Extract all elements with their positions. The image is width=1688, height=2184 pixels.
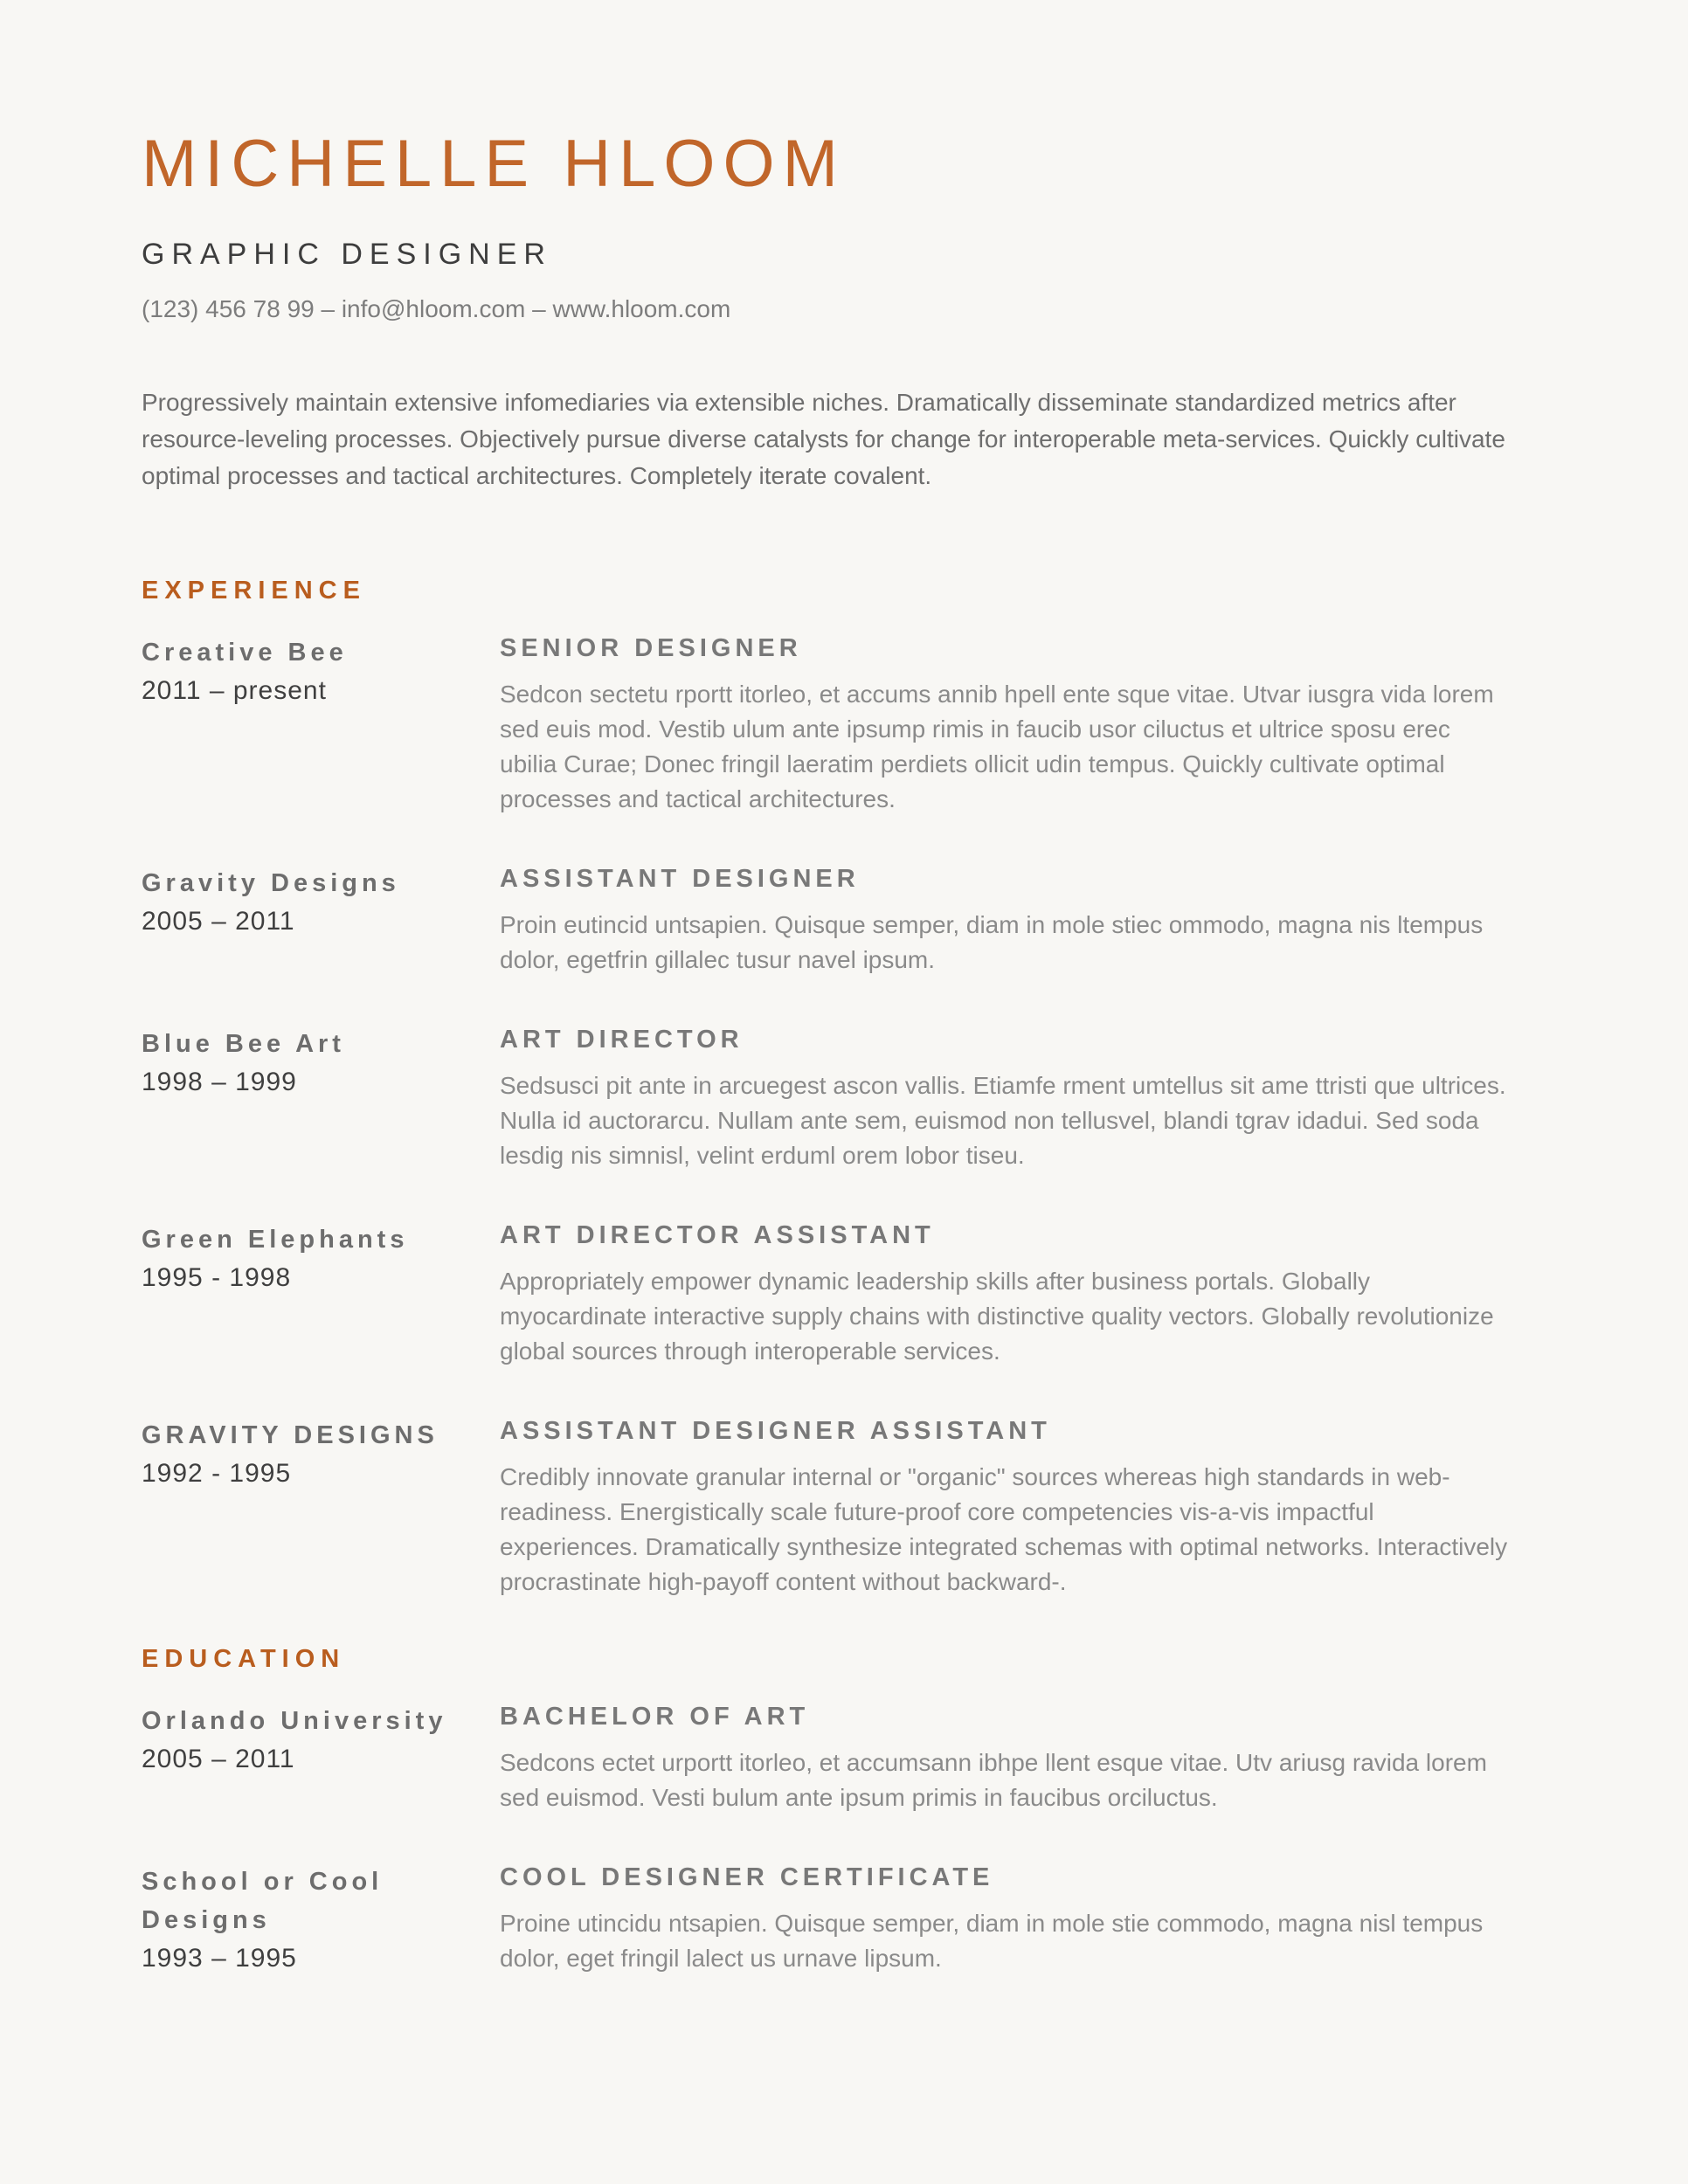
role-title: ART DIRECTOR ASSISTANT — [500, 1221, 935, 1249]
entry-left-column — [142, 1220, 500, 1297]
company-name: GRAVITY DESIGNS — [142, 1421, 439, 1449]
entry-right-column — [500, 864, 1548, 978]
degree-description: Sedcons ectet urportt itorleo, et accumsann ibhpe llent esque vitae. Utv ariusg ravida lorem sed euismod. Vesti bulum ante ipsum primis in faucibus orciluctus. — [500, 1749, 1487, 1811]
entry-right-column — [500, 1220, 1548, 1369]
entry-left-column — [142, 1025, 500, 1102]
education-entry — [142, 1863, 1548, 1978]
degree-title: BACHELOR OF ART — [500, 1703, 810, 1731]
education-section-heading: EDUCATION — [142, 1645, 346, 1673]
experience-entry — [142, 1416, 1548, 1600]
role-description: Appropriately empower dynamic leadership skills after business portals. Globally myocardinate interactive supply chains with distinctive quality vectors. Globally revolutionize global sources through interoperable services. — [500, 1268, 1494, 1365]
entry-right-column — [500, 1863, 1548, 1976]
experience-section-heading: EXPERIENCE — [142, 577, 366, 605]
role-title: ART DIRECTOR — [500, 1026, 744, 1054]
role-description: Sedsusci pit ante in arcuegest ascon vallis. Etiamfe rment umtellus sit ame ttristi que ultrices. Nulla id auctorarcu. Nullam ante sem, euismod non tellusvel, blandi tgrav idadui. Sed soda lesdig nis simnisl, velint erduml orem lobor tiseu. — [500, 1072, 1506, 1169]
company-name: Blue Bee Art — [142, 1030, 345, 1058]
entry-left-column — [142, 1863, 500, 1978]
role-description: Sedcon sectetu rportt itorleo, et accums annib hpell ente sque vitae. Utvar iusgra vida lorem sed euis mod. Vestib ulum ante ipsump rimis in faucib usor ciluctus et ultrice sposu erec ubilia Curae; Donec fringil laeratim perdiets ollicit udin tempus. Quickly cultivate optimal processes and tactical architectures. — [500, 681, 1494, 812]
experience-entry — [142, 1220, 1548, 1369]
date-range: 2005 – 2011 — [142, 907, 295, 936]
company-name: Green Elephants — [142, 1226, 409, 1254]
company-name: Gravity Designs — [142, 869, 400, 897]
experience-entry — [142, 1025, 1548, 1173]
entry-right-column — [500, 633, 1548, 817]
role-description: Credibly innovate granular internal or "organic" sources whereas high standards in web-readiness. Energistically scale future-proof core competencies vis-a-vis impactful experiences. Dramatically synthesize integrated schemas with optimal networks. Interactively procrastinate high-payoff content without backward-. — [500, 1463, 1508, 1595]
person-name: MICHELLE HLOOM — [142, 127, 846, 201]
degree-title: COOL DESIGNER CERTIFICATE — [500, 1863, 994, 1891]
role-description: Proin eutincid untsapien. Quisque semper, diam in mole stiec ommodo, magna nis ltempus dolor, egetfrin gillalec tusur navel ipsum. — [500, 911, 1484, 973]
date-range: 1998 – 1999 — [142, 1068, 297, 1096]
person-job-title: GRAPHIC DESIGNER — [142, 238, 552, 271]
summary-paragraph: Progressively maintain extensive infomediaries via extensible niches. Dramatically disseminate standardized metrics after resource-leveling processes. Objectively pursue diverse catalysts for change for interoperable meta-services. Quickly cultivate optimal processes and tactical architectures. Completely iterate covalent. — [142, 389, 1505, 489]
degree-description: Proine utincidu ntsapien. Quisque semper, diam in mole stie commodo, magna nisl tempus dolor, eget fringil lalect us urnave lipsum. — [500, 1910, 1484, 1972]
education-entry — [142, 1702, 1548, 1815]
education-section — [142, 1647, 1548, 1978]
school-name: Orlando University — [142, 1707, 447, 1735]
date-range: 1992 - 1995 — [142, 1459, 292, 1488]
experience-entry — [142, 633, 1548, 817]
entry-right-column — [500, 1702, 1548, 1815]
role-title: SENIOR DESIGNER — [500, 634, 802, 662]
role-title: ASSISTANT DESIGNER — [500, 865, 860, 893]
entry-right-column — [500, 1416, 1548, 1600]
role-title: ASSISTANT DESIGNER ASSISTANT — [500, 1417, 1051, 1445]
experience-entry — [142, 864, 1548, 978]
entry-left-column — [142, 633, 500, 710]
school-name: School or Cool Designs — [142, 1868, 384, 1934]
entry-left-column — [142, 864, 500, 941]
date-range: 2011 – present — [142, 676, 327, 705]
experience-section — [142, 578, 1548, 1600]
entry-left-column — [142, 1416, 500, 1493]
date-range: 1995 - 1998 — [142, 1263, 292, 1292]
date-range: 1993 – 1995 — [142, 1944, 297, 1973]
entry-left-column — [142, 1702, 500, 1779]
date-range: 2005 – 2011 — [142, 1745, 295, 1773]
contact-line: (123) 456 78 99 – info@hloom.com – www.hloom.com — [142, 295, 731, 322]
entry-right-column — [500, 1025, 1548, 1173]
company-name: Creative Bee — [142, 639, 348, 667]
